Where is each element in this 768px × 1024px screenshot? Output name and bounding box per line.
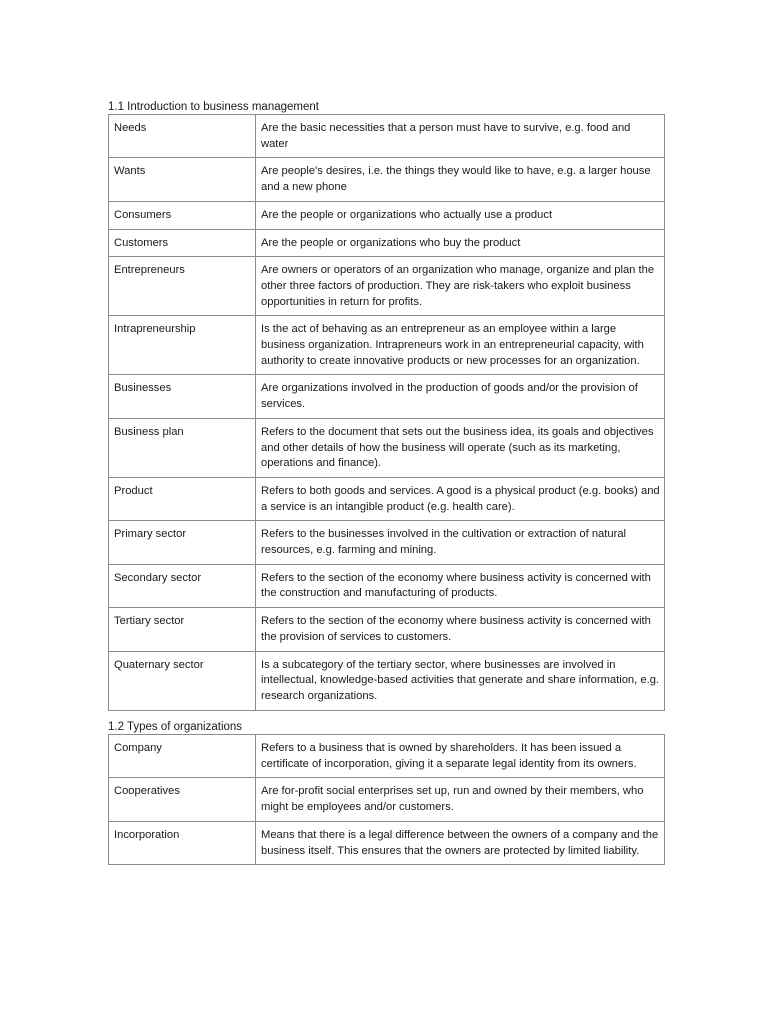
definition-cell: Is the act of behaving as an entrepreneur as an employee within a large business organization. Intrapreneurs work in an entrepreneurial capacity, with authority to create innovative products or new processes for an organization. [256, 316, 665, 375]
definition-cell: Is a subcategory of the tertiary sector, where businesses are involved in intellectual, knowledge-based activities that generate and share information, e.g. research organizations. [256, 651, 665, 710]
table-row [109, 821, 665, 864]
table-row [109, 158, 665, 201]
term-cell: Tertiary sector [109, 608, 256, 651]
term-cell: Cooperatives [109, 778, 256, 821]
term-cell: Consumers [109, 201, 256, 229]
definition-cell: Means that there is a legal difference between the owners of a company and the business itself. This ensures that the owners are protected by limited liability. [256, 821, 665, 864]
definition-cell: Refers to the section of the economy where business activity is concerned with the provision of services to customers. [256, 608, 665, 651]
term-cell: Entrepreneurs [109, 257, 256, 316]
term-cell: Product [109, 477, 256, 520]
definition-cell: Are the people or organizations who actually use a product [256, 201, 665, 229]
table-row [109, 418, 665, 477]
definition-cell: Are organizations involved in the production of goods and/or the provision of services. [256, 375, 665, 418]
definition-cell: Are people's desires, i.e. the things they would like to have, e.g. a larger house and a new phone [256, 158, 665, 201]
definition-cell: Refers to the businesses involved in the cultivation or extraction of natural resources, e.g. farming and mining. [256, 521, 665, 564]
definition-cell: Are the basic necessities that a person must have to survive, e.g. food and water [256, 115, 665, 158]
table-row [109, 521, 665, 564]
table-row [109, 778, 665, 821]
table-row [109, 316, 665, 375]
table-row [109, 201, 665, 229]
term-cell: Wants [109, 158, 256, 201]
table-row [109, 651, 665, 710]
term-cell: Company [109, 735, 256, 778]
table-row [109, 115, 665, 158]
table-row [109, 564, 665, 607]
table-row [109, 477, 665, 520]
glossary-table-intro [108, 114, 665, 711]
term-cell: Needs [109, 115, 256, 158]
term-cell: Business plan [109, 418, 256, 477]
term-cell: Customers [109, 229, 256, 257]
table-row [109, 735, 665, 778]
definition-cell: Are owners or operators of an organization who manage, organize and plan the other three factors of production. They are risk-takers who exploit business opportunities in return for profits. [256, 257, 665, 316]
term-cell: Primary sector [109, 521, 256, 564]
section-title-intro: 1.1 Introduction to business management [108, 101, 319, 113]
definition-cell: Refers to a business that is owned by shareholders. It has been issued a certificate of incorporation, giving it a separate legal identity from its owners. [256, 735, 665, 778]
term-cell: Businesses [109, 375, 256, 418]
definition-cell: Refers to the document that sets out the business idea, its goals and objectives and other details of how the business will operate (such as its marketing, operations and finance). [256, 418, 665, 477]
definition-cell: Refers to the section of the economy where business activity is concerned with the construction and manufacturing of products. [256, 564, 665, 607]
definition-cell: Are for-profit social enterprises set up, run and owned by their members, who might be employees and/or customers. [256, 778, 665, 821]
term-cell: Incorporation [109, 821, 256, 864]
glossary-table-organizations [108, 734, 665, 865]
table-row [109, 257, 665, 316]
table-row [109, 229, 665, 257]
table-row [109, 375, 665, 418]
term-cell: Secondary sector [109, 564, 256, 607]
definition-cell: Refers to both goods and services. A good is a physical product (e.g. books) and a service is an intangible product (e.g. health care). [256, 477, 665, 520]
table-row [109, 608, 665, 651]
section-title-organizations: 1.2 Types of organizations [108, 721, 243, 733]
definition-cell: Are the people or organizations who buy the product [256, 229, 665, 257]
term-cell: Quaternary sector [109, 651, 256, 710]
term-cell: Intrapreneurship [109, 316, 256, 375]
